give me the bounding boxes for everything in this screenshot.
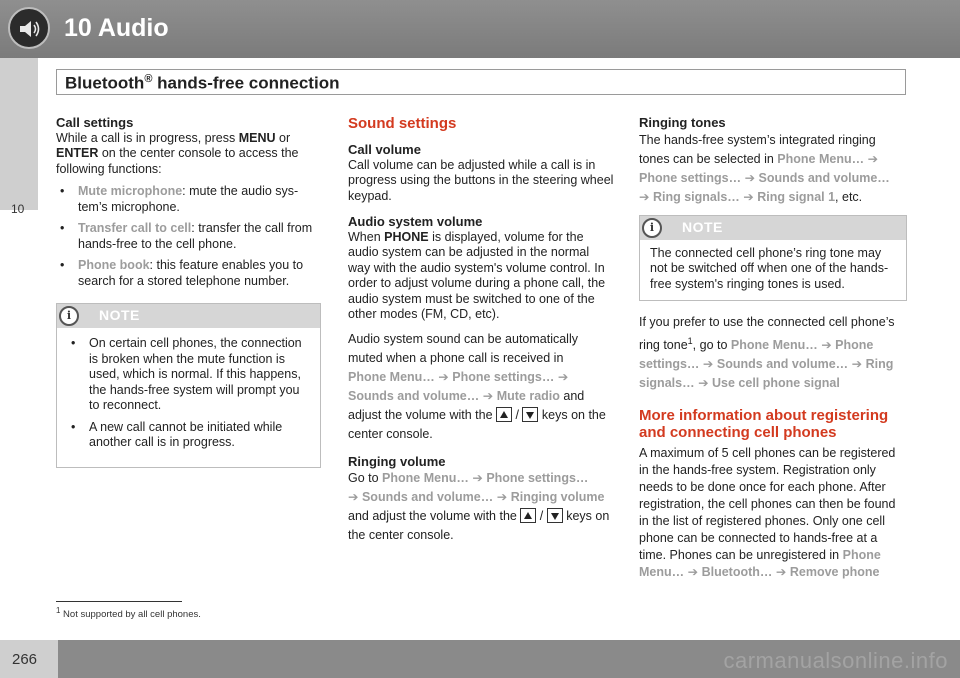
page-number: 266 — [12, 651, 38, 668]
note-header — [640, 216, 906, 240]
list-item: • A new call cannot be initiated while another call is in progress. — [67, 420, 310, 451]
column-2 — [348, 115, 614, 552]
arrow-right-icon: ➔ — [482, 388, 494, 403]
arrow-right-icon: ➔ — [438, 369, 449, 384]
volume-up-key-icon — [520, 508, 536, 523]
volume-down-key-icon — [522, 407, 538, 422]
arrow-right-icon: ➔ — [687, 565, 699, 580]
arrow-right-icon: ➔ — [639, 189, 650, 204]
chapter-title: 10 Audio — [64, 14, 169, 42]
arrow-right-icon: ➔ — [348, 490, 359, 504]
call-volume-text: Call volume can be adjusted while a call is in progress using the buttons in the steering wheel keypad. — [348, 157, 614, 203]
arrow-right-icon: ➔ — [698, 376, 709, 391]
more-information-text: A maximum of 5 cell phones can be registered in the hands-free system. Registration only needs to be done once for each phone. After registration, the cell phones can then be found in the list of registered phones. Only one cell phone can be connected to hands-free at a time. Phones can be unregistered in Phone Menu… ➔ Bluetooth… ➔ Remove phone — [639, 446, 896, 580]
section-bar — [56, 69, 906, 95]
heading-call-volume: Call volume — [348, 142, 421, 157]
watermark: carmanualsonline.info — [723, 648, 948, 673]
arrow-right-icon: ➔ — [867, 151, 879, 166]
heading-call-settings: Call settings — [56, 115, 134, 130]
info-icon: i — [59, 306, 79, 326]
note-label: NOTE — [99, 307, 140, 323]
page-number-tab — [0, 640, 58, 678]
heading-sound-settings: Sound settings — [348, 115, 457, 132]
chapter-header — [0, 0, 960, 58]
heading-ringing-volume: Ringing volume — [348, 453, 446, 469]
list-item: • Mute microphone: mute the audio sys-tem’s microphone. — [56, 184, 321, 215]
heading-ringing-tones: Ringing tones — [639, 115, 726, 130]
ring-tone-preference-text: If you prefer to use the connected cell phone’s ring tone$^1$, go to Phone Menu… ➔ Phone settings… ➔ Sounds and volume… ➔ Ring signals… ➔ Use cell phone signal — [639, 315, 895, 391]
volume-down-key-icon — [547, 508, 563, 523]
page-footer — [0, 640, 960, 678]
list-item: • Phone book: this feature enables you to search for a stored telephone number. — [56, 258, 321, 289]
list-item: • Transfer call to cell: transfer the call from hands-free to the cell phone. — [56, 221, 321, 252]
column-1 — [56, 115, 321, 468]
speaker-icon — [8, 7, 50, 49]
arrow-right-icon: ➔ — [702, 357, 714, 372]
note-label: NOTE — [682, 218, 723, 235]
note-body: The connected cell phone’s ring tone may not be switched off when one of the hands-free system's ringing tones is used. — [650, 245, 889, 291]
footnote: $^1$ Not supported by all cell phones. — [56, 606, 201, 621]
volume-up-key-icon — [496, 407, 512, 422]
arrow-right-icon: ➔ — [775, 565, 787, 580]
arrow-right-icon: ➔ — [851, 357, 863, 372]
ringing-volume-text: Go to Phone Menu… ➔ Phone settings… ➔ Sounds and volume… ➔ Ringing volume and adjust the volume with the / keys on the center console. — [348, 471, 610, 542]
column-3 — [639, 115, 907, 588]
note-body — [57, 328, 320, 467]
info-icon: i — [642, 218, 662, 238]
arrow-right-icon: ➔ — [557, 369, 569, 384]
heading-more-information: More information about registering and connecting cell phones — [639, 407, 889, 442]
chapter-tab-number: 10 — [11, 202, 25, 216]
arrow-right-icon: ➔ — [744, 170, 756, 185]
call-function-list — [56, 184, 321, 289]
arrow-right-icon: ➔ — [743, 189, 754, 204]
mute-text: Audio system sound can be automatically muted when a phone call is received in Phone Menu… ➔ Phone settings… ➔ Sounds and volume… ➔ Mute radio and adjust the volume with the / keys on the center console. — [348, 331, 606, 441]
audio-system-volume-text: When PHONE is displayed, volume for the audio system can be adjusted in the normal way with the audio system's volume control. In order to adjust volume during a phone call, the audio system must be switched to one of the other modes (FM, CD, etc). — [348, 229, 606, 321]
footnote-divider — [56, 601, 182, 602]
note-header — [57, 304, 320, 328]
section-title: Bluetooth® hands-free connection — [65, 73, 340, 93]
list-item: • On certain cell phones, the connection is broken when the mute function is used, which is normal. If this happens, the hands-free system will prompt you to reconnect. — [67, 336, 310, 414]
note-box — [56, 303, 321, 468]
heading-audio-system-volume: Audio system volume — [348, 214, 483, 229]
arrow-right-icon: ➔ — [472, 471, 483, 485]
ringing-tones-text: The hands-free system’s integrated ringing tones can be selected in Phone Menu… ➔ Phone settings… ➔ Sounds and volume… ➔ Ring signals… ➔ Ring signal 1, etc. — [639, 132, 890, 204]
arrow-right-icon: ➔ — [496, 490, 508, 504]
note-box — [639, 215, 907, 302]
chapter-tab — [0, 58, 38, 216]
arrow-right-icon: ➔ — [821, 338, 832, 353]
call-settings-intro: While a call is in progress, press MENU or ENTER on the center console to access the following functions: — [56, 130, 299, 176]
